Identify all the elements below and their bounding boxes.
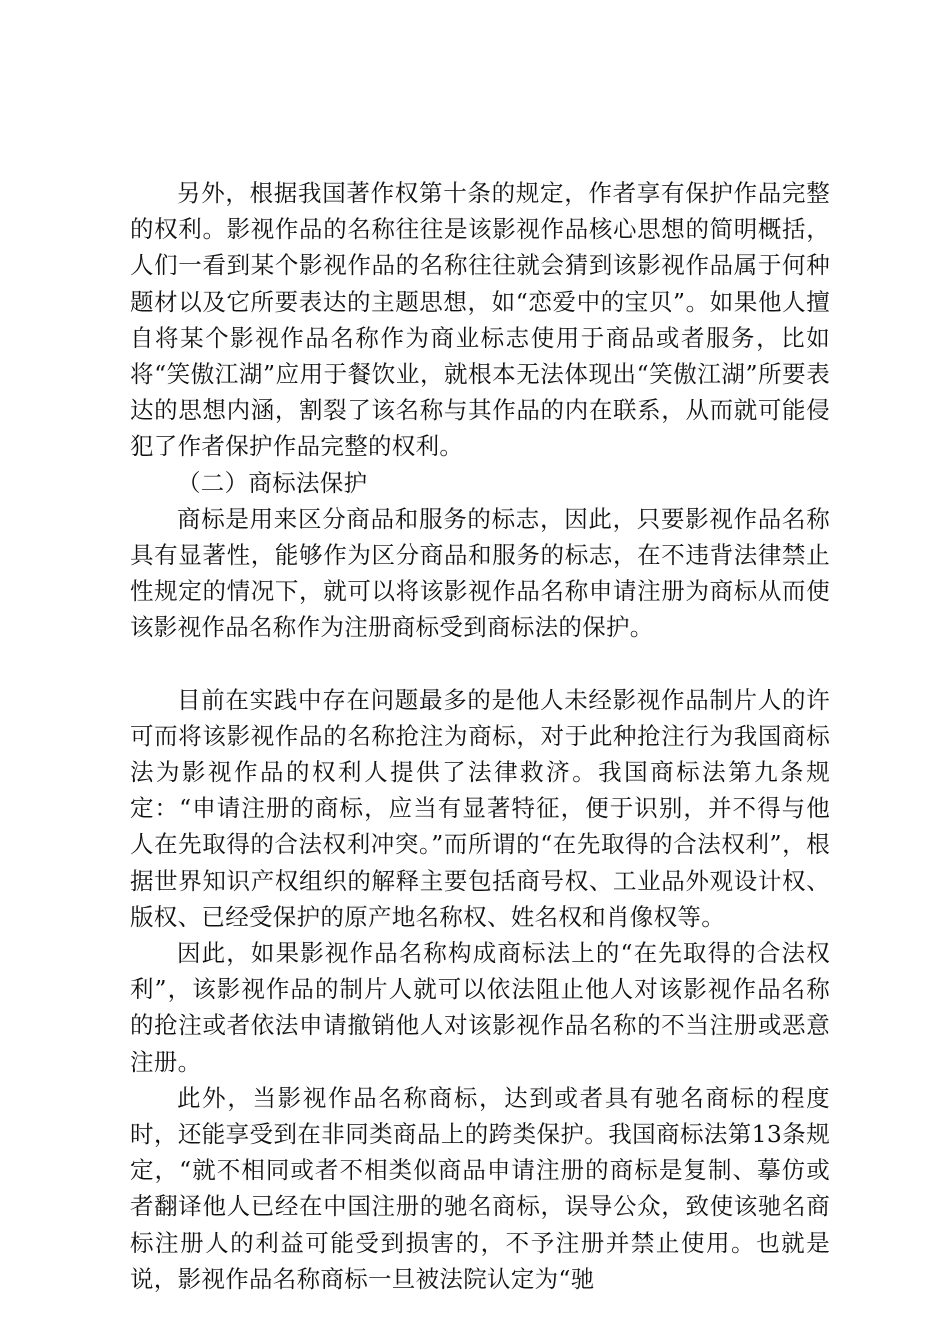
paragraph-preemptive-registration: 目前在实践中存在问题最多的是他人未经影视作品制片人的许可而将该影视作品的名称抢注为商标，对于此种抢注行为我国商标法为影视作品的权利人提供了法律救济。我国商标法第九条规定：“申请注册的商标，应当有显著特征，便于识别，并不得与他人在先取得的合法权利冲突。”而所谓的“在先取得的合法权利”，根据世界知识产权组织的解释主要包括商号权、工业品外观设计权、版权、已经受保护的原产地名称权、姓名权和肖像权等。 bbox=[130, 685, 830, 931]
document-body bbox=[130, 175, 830, 1297]
paragraph-well-known-trademark: 此外，当影视作品名称商标，达到或者具有驰名商标的程度时，还能享受到在非同类商品上的跨类保护。我国商标法第13条规定，“就不相同或者不相类似商品申请注册的商标是复制、摹仿或者翻译他人已经在中国注册的驰名商标，误导公众，致使该驰名商标注册人的利益可能受到损害的，不予注册并禁止使用。也就是说，影视作品名称商标一旦被法院认定为“驰 bbox=[130, 1083, 830, 1293]
paragraph-gap bbox=[130, 646, 830, 682]
section-heading-trademark-law: （二）商标法保护 bbox=[177, 468, 368, 497]
paragraph-copyright-integrity: 另外，根据我国著作权第十条的规定，作者享有保护作品完整的权利。影视作品的名称往往是该影视作品核心思想的简明概括，人们一看到某个影视作品的名称往往就会猜到该影视作品属于何种题材以及它所要表达的主题思想，如“恋爱中的宝贝”。如果他人擅自将某个影视作品名称作为商业标志使用于商品或者服务，比如将“笑傲江湖”应用于餐饮业，就根本无法体现出“笑傲江湖”所要表达的思想内涵，割裂了该名称与其作品的内在联系，从而就可能侵犯了作者保护作品完整的权利。 bbox=[130, 179, 830, 461]
paragraph-trademark-registration: 商标是用来区分商品和服务的标志，因此，只要影视作品名称具有显著性，能够作为区分商品和服务的标志，在不违背法律禁止性规定的情况下，就可以将该影视作品名称申请注册为商标从而使该影视作品名称作为注册商标受到商标法的保护。 bbox=[130, 504, 830, 642]
paragraph-prior-rights: 因此，如果影视作品名称构成商标法上的“在先取得的合法权利”，该影视作品的制片人就可以依法阻止他人对该影视作品名称的抢注或者依法申请撤销他人对该影视作品名称的不当注册或恶意注册。 bbox=[130, 939, 830, 1076]
